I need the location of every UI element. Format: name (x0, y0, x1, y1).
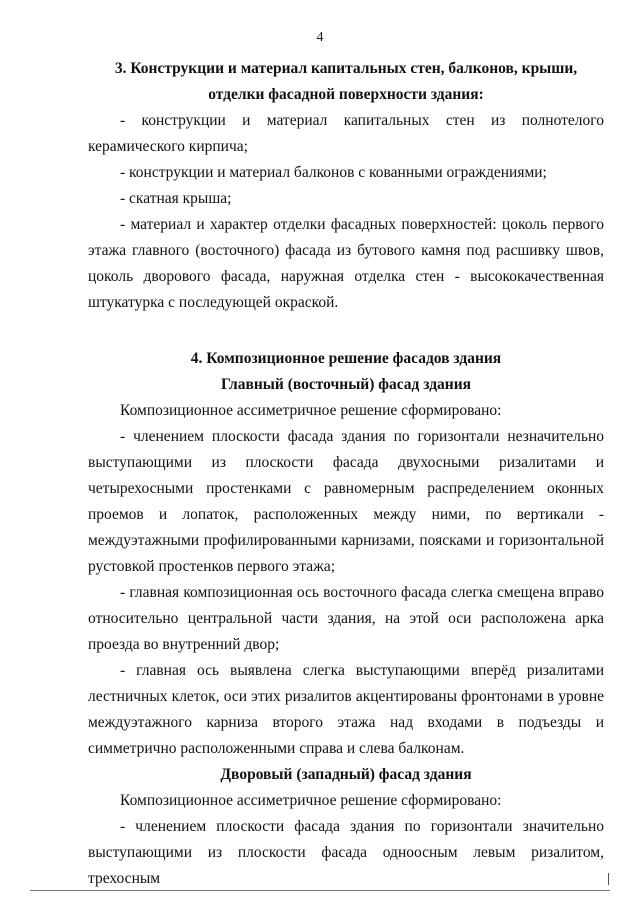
page-number: 4 (316, 30, 324, 45)
main-facade-item: - главная композиционная ось восточного фасада слегка смещена вправо относительно центральной части здания, на этой оси расположена арка проезда во внутренний двор; (88, 584, 604, 653)
page-bottom-mark (608, 873, 609, 885)
section-gap (88, 316, 604, 346)
main-facade-subheading: Главный (восточный) фасад здания (220, 376, 472, 393)
yard-facade-subheading: Дворовый (западный) фасад здания (220, 766, 472, 783)
main-facade-intro: Композиционное ассиметричное решение сформировано: (120, 402, 502, 419)
section-3-item: - конструкции и материал балконов с кованными ограждениями; (120, 164, 547, 181)
main-facade-item: - главная ось выявлена слегка выступающими вперёд ризалитами лестничных клеток, оси этих ризалитов акцентированы фронтонами в уровне междуэтажного карниза второго этажа над входами в подъезды и симметрично расположенными справа и слева балконам. (88, 662, 604, 757)
yard-facade-intro: Композиционное ассиметричное решение сформировано: (120, 792, 502, 809)
page-bottom-rule (30, 890, 610, 891)
main-facade-item: - членением плоскости фасада здания по горизонтали незначительно выступающими из плоскости фасада двухосными ризалитами и четырехосными простенками с равномерным распределением оконных проемов и лопаток, расположенных между ними, по вертикали - междуэтажными профилированными карнизами, поясками и горизонтальной рустовкой простенков первого этажа; (88, 428, 604, 575)
section-4-heading: 4. Композиционное решение фасадов здания (190, 350, 502, 367)
document-body (88, 56, 604, 892)
section-3-heading-line-1: 3. Конструкции и материал капитальных стен, балконов, крыши, (114, 60, 578, 77)
section-3-item: - скатная крыша; (120, 190, 232, 207)
yard-facade-item: - членением плоскости фасада здания по горизонтали значительно выступающими из плоскости фасада одноосным левым ризалитом, трехосным (88, 818, 604, 887)
section-3-heading-line-2: отделки фасадной поверхности здания: (208, 86, 484, 103)
section-3-item: - материал и характер отделки фасадных поверхностей: цоколь первого этажа главного (восточного) фасада из бутового камня под расшивку швов, цоколь дворового фасада, наружная отделка стен - высококачественная штукатурка с последующей окраской. (88, 216, 604, 311)
section-3-item: - конструкции и материал капитальных стен из полнотелого керамического кирпича; (88, 112, 604, 155)
